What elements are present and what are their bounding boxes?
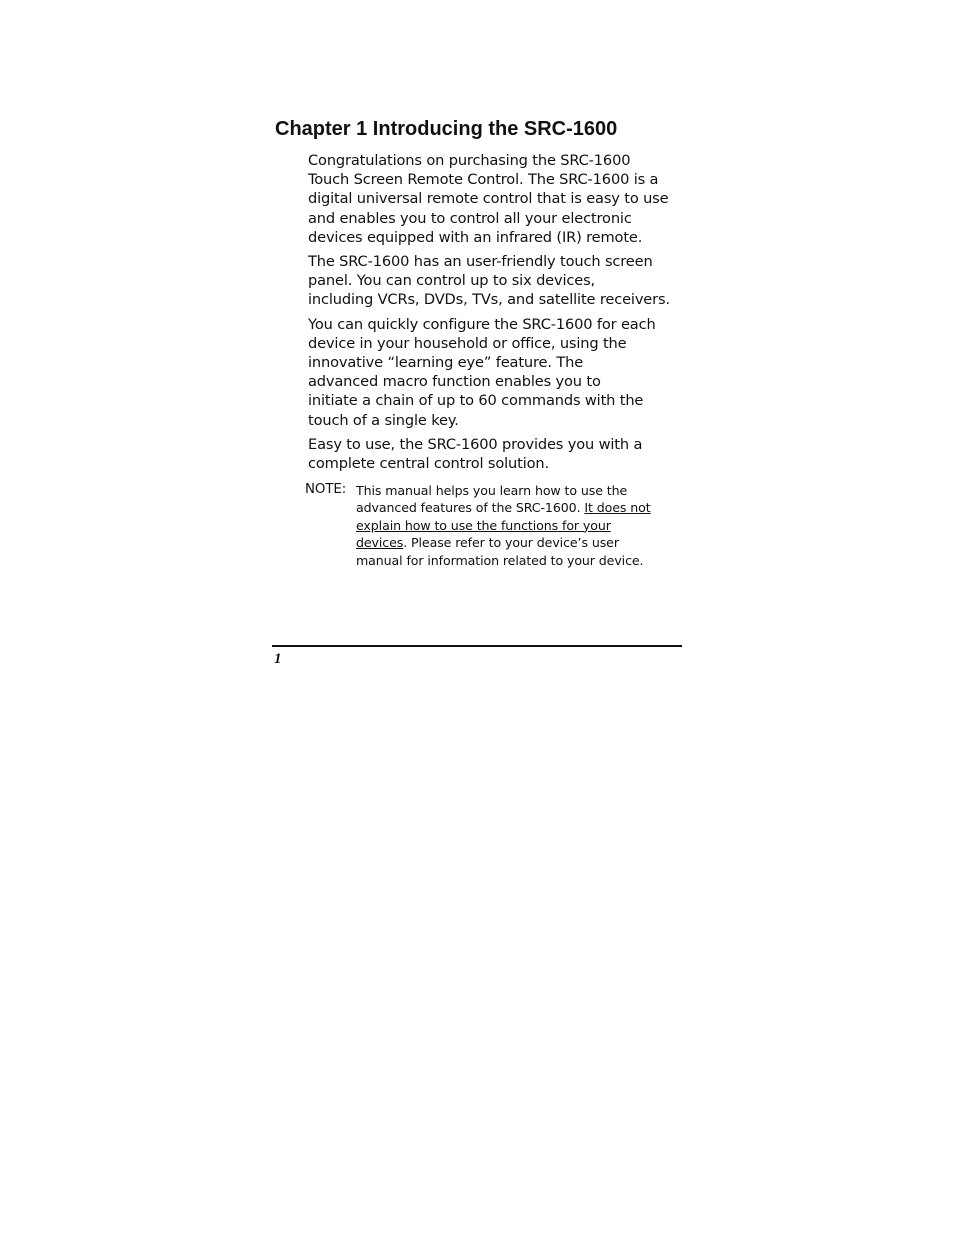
text-line: advanced macro function enables you to	[308, 373, 601, 391]
note-line: This manual helps you learn how to use the	[356, 483, 628, 498]
note-line	[356, 499, 686, 516]
note-text: . Please refer to your device’s user	[403, 535, 619, 551]
text-line: Easy to use, the SRC-1600 provides you with a	[308, 435, 643, 453]
paragraph-configure	[308, 315, 684, 430]
text-line: digital universal remote control that is easy to use	[308, 190, 669, 208]
text-line: You can quickly configure the SRC-1600 for each	[308, 315, 656, 333]
note-line: manual for information related to your device.	[356, 552, 644, 568]
text-line: Touch Screen Remote Control. The SRC-1600 is a	[308, 171, 659, 189]
body-text	[308, 151, 684, 478]
note-underlined-text: devices	[356, 535, 404, 551]
note-text: advanced features of the SRC-1600.	[356, 500, 585, 516]
text-line: initiate a chain of up to 60 commands with the	[308, 392, 644, 410]
note-line	[356, 534, 686, 551]
footer-divider	[272, 645, 682, 647]
paragraph-touch-screen	[308, 252, 684, 310]
text-line: complete central control solution.	[308, 455, 549, 473]
text-line: including VCRs, DVDs, TVs, and satellite receivers.	[308, 291, 670, 309]
text-line: touch of a single key.	[308, 411, 459, 429]
text-line: panel. You can control up to six devices,	[308, 272, 596, 290]
text-line: The SRC-1600 has an user-friendly touch screen	[308, 253, 653, 271]
note-label: NOTE:	[305, 482, 347, 497]
note-body	[356, 482, 686, 569]
note-underlined-text: It does not	[584, 500, 651, 516]
text-line: and enables you to control all your electronic	[308, 209, 632, 227]
chapter-title: Chapter 1 Introducing the SRC-1600	[275, 118, 618, 140]
paragraph-intro	[308, 151, 684, 247]
text-line: devices equipped with an infrared (IR) remote.	[308, 228, 643, 246]
text-line: innovative “learning eye” feature. The	[308, 354, 584, 372]
text-line: device in your household or office, using the	[308, 334, 627, 352]
page-number: 1	[274, 651, 282, 667]
paragraph-easy-to-use	[308, 435, 684, 473]
text-line: Congratulations on purchasing the SRC-1600	[308, 152, 631, 169]
note-underlined-line: explain how to use the functions for your	[356, 517, 611, 533]
